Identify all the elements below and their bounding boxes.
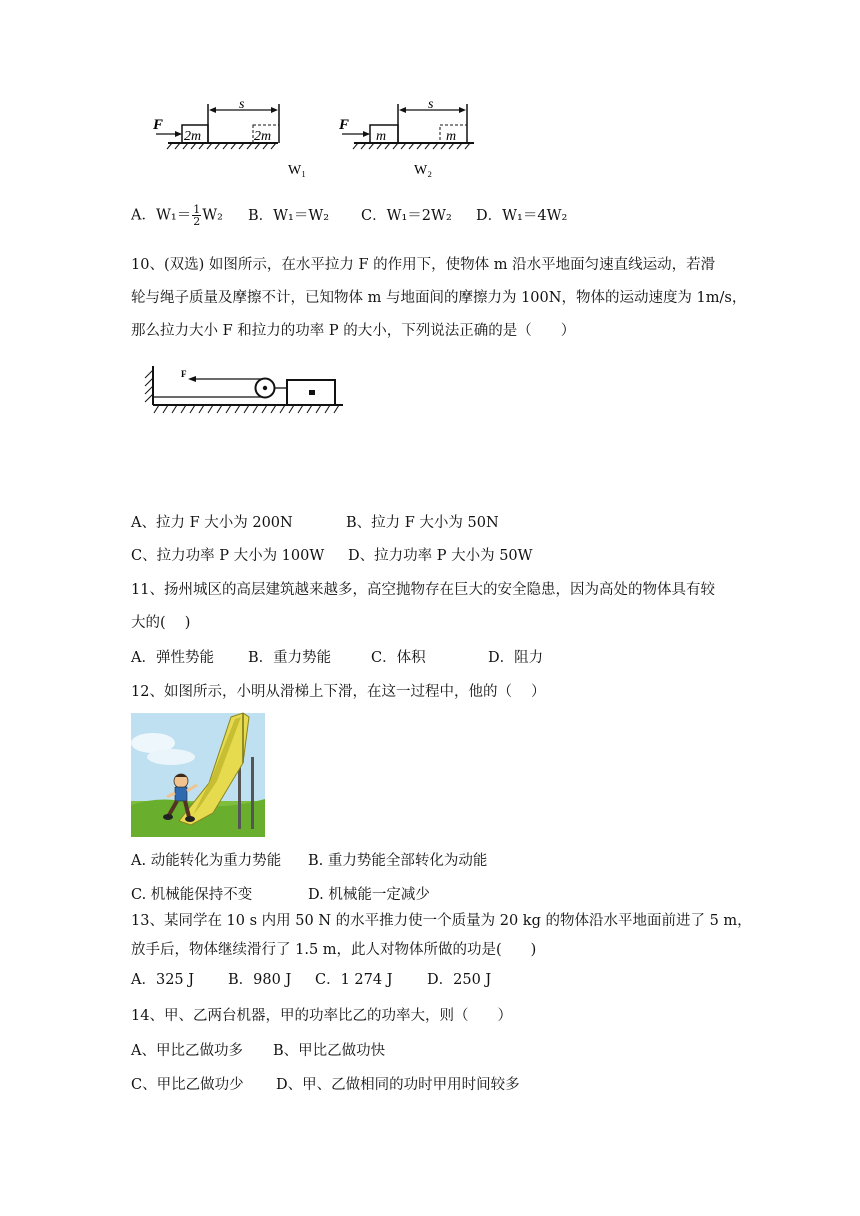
q9-option-c: C．W₁＝2W₂ bbox=[361, 208, 452, 224]
q14-option-b: B、甲比乙做功快 bbox=[273, 1043, 386, 1059]
q9-option-a-suffix: W₂ bbox=[202, 207, 223, 224]
q13-option-c: C．1 274 J bbox=[315, 972, 393, 988]
q13-option-a: A．325 J bbox=[131, 972, 195, 988]
q10-option-d: D、拉力功率 P 大小为 50W bbox=[348, 548, 533, 564]
q14-option-d: D、甲、乙做相同的功时甲用时间较多 bbox=[276, 1077, 520, 1093]
q10-stem-line-3: 那么拉力大小 F 和拉力的功率 P 的大小，下列说法正确的是（ ） bbox=[131, 323, 576, 339]
q13-stem-line-1: 13、某同学在 10 s 内用 50 N 的水平推力使一个质量为 20 kg 的物体沿水平地面前进了 5 m， bbox=[131, 913, 752, 929]
q12-stem-line-1: 12、如图所示，小明从滑梯上下滑，在这一过程中，他的（ ） bbox=[131, 684, 546, 700]
q13-stem-line-2: 放手后，物体继续滑行了 1.5 m，此人对物体所做的功是( ) bbox=[131, 942, 537, 958]
q11-stem-line-1: 11、扬州城区的高层建筑越来越多，高空抛物存在巨大的安全隐患，因为高处的物体具有较 bbox=[131, 582, 715, 598]
q11-option-b: B．重力势能 bbox=[248, 650, 332, 666]
q9-fig1-block-start-label: 2m bbox=[184, 129, 202, 144]
q11-option-a: A．弹性势能 bbox=[131, 650, 214, 666]
q10-option-b: B、拉力 F 大小为 50N bbox=[346, 515, 499, 531]
q9-fig2-block-start-label: m bbox=[376, 129, 387, 144]
q9-option-a-denominator: 2 bbox=[193, 215, 201, 228]
q10-pulley-figure bbox=[135, 360, 350, 425]
q9-option-a bbox=[131, 204, 223, 227]
q12-option-b: B. 重力势能全部转化为动能 bbox=[308, 853, 488, 869]
q9-option-b: B．W₁＝W₂ bbox=[248, 208, 330, 224]
q9-fig1-caption: W₁ bbox=[288, 163, 307, 178]
q14-option-a: A、甲比乙做功多 bbox=[131, 1043, 243, 1059]
q14-stem-line-1: 14、甲、乙两台机器，甲的功率比乙的功率大，则（ ） bbox=[131, 1008, 512, 1024]
q9-fig1-block-end-label: 2m bbox=[254, 129, 272, 144]
q14-option-c: C、甲比乙做功少 bbox=[131, 1077, 244, 1093]
q9-fig1-force-label: F bbox=[153, 117, 164, 133]
q9-option-a-fraction bbox=[192, 204, 201, 227]
q9-option-a-numerator: 1 bbox=[193, 203, 201, 216]
q12-slide-illustration bbox=[131, 713, 265, 837]
q12-option-d: D. 机械能一定减少 bbox=[308, 887, 430, 903]
q13-option-d: D．250 J bbox=[427, 972, 492, 988]
q12-option-a: A. 动能转化为重力势能 bbox=[131, 853, 282, 869]
q9-fig1-distance-label: s bbox=[239, 97, 245, 112]
q9-fig2-caption: W₂ bbox=[414, 163, 433, 178]
q11-option-d: D．阻力 bbox=[488, 650, 544, 666]
q9-figure-w2 bbox=[336, 98, 486, 178]
q9-fig2-force-label: F bbox=[339, 117, 350, 133]
q10-stem-line-2: 轮与绳子质量及摩擦不计，已知物体 m 与地面间的摩擦力为 100N，物体的运动速度为 1m/s， bbox=[131, 290, 747, 306]
q9-figure-w1 bbox=[150, 97, 307, 178]
q13-option-b: B．980 J bbox=[228, 972, 292, 988]
q10-option-a: A、拉力 F 大小为 200N bbox=[131, 515, 293, 531]
q10-stem-line-1: 10、(双选) 如图所示，在水平拉力 F 的作用下，使物体 m 沿水平地面匀速直线运动，若滑 bbox=[131, 257, 716, 273]
q9-option-d: D．W₁＝4W₂ bbox=[476, 208, 568, 224]
q11-option-c: C．体积 bbox=[371, 650, 426, 666]
q9-fig2-block-end-label: m bbox=[446, 129, 457, 144]
q9-option-a-prefix: A．W₁＝ bbox=[131, 207, 192, 224]
q10-option-c: C、拉力功率 P 大小为 100W bbox=[131, 548, 325, 564]
q11-stem-line-2: 大的( ) bbox=[131, 615, 191, 631]
q9-fig2-distance-label: s bbox=[428, 97, 434, 112]
q12-option-c: C. 机械能保持不变 bbox=[131, 887, 253, 903]
q10-fig-force-label: F bbox=[181, 369, 187, 379]
